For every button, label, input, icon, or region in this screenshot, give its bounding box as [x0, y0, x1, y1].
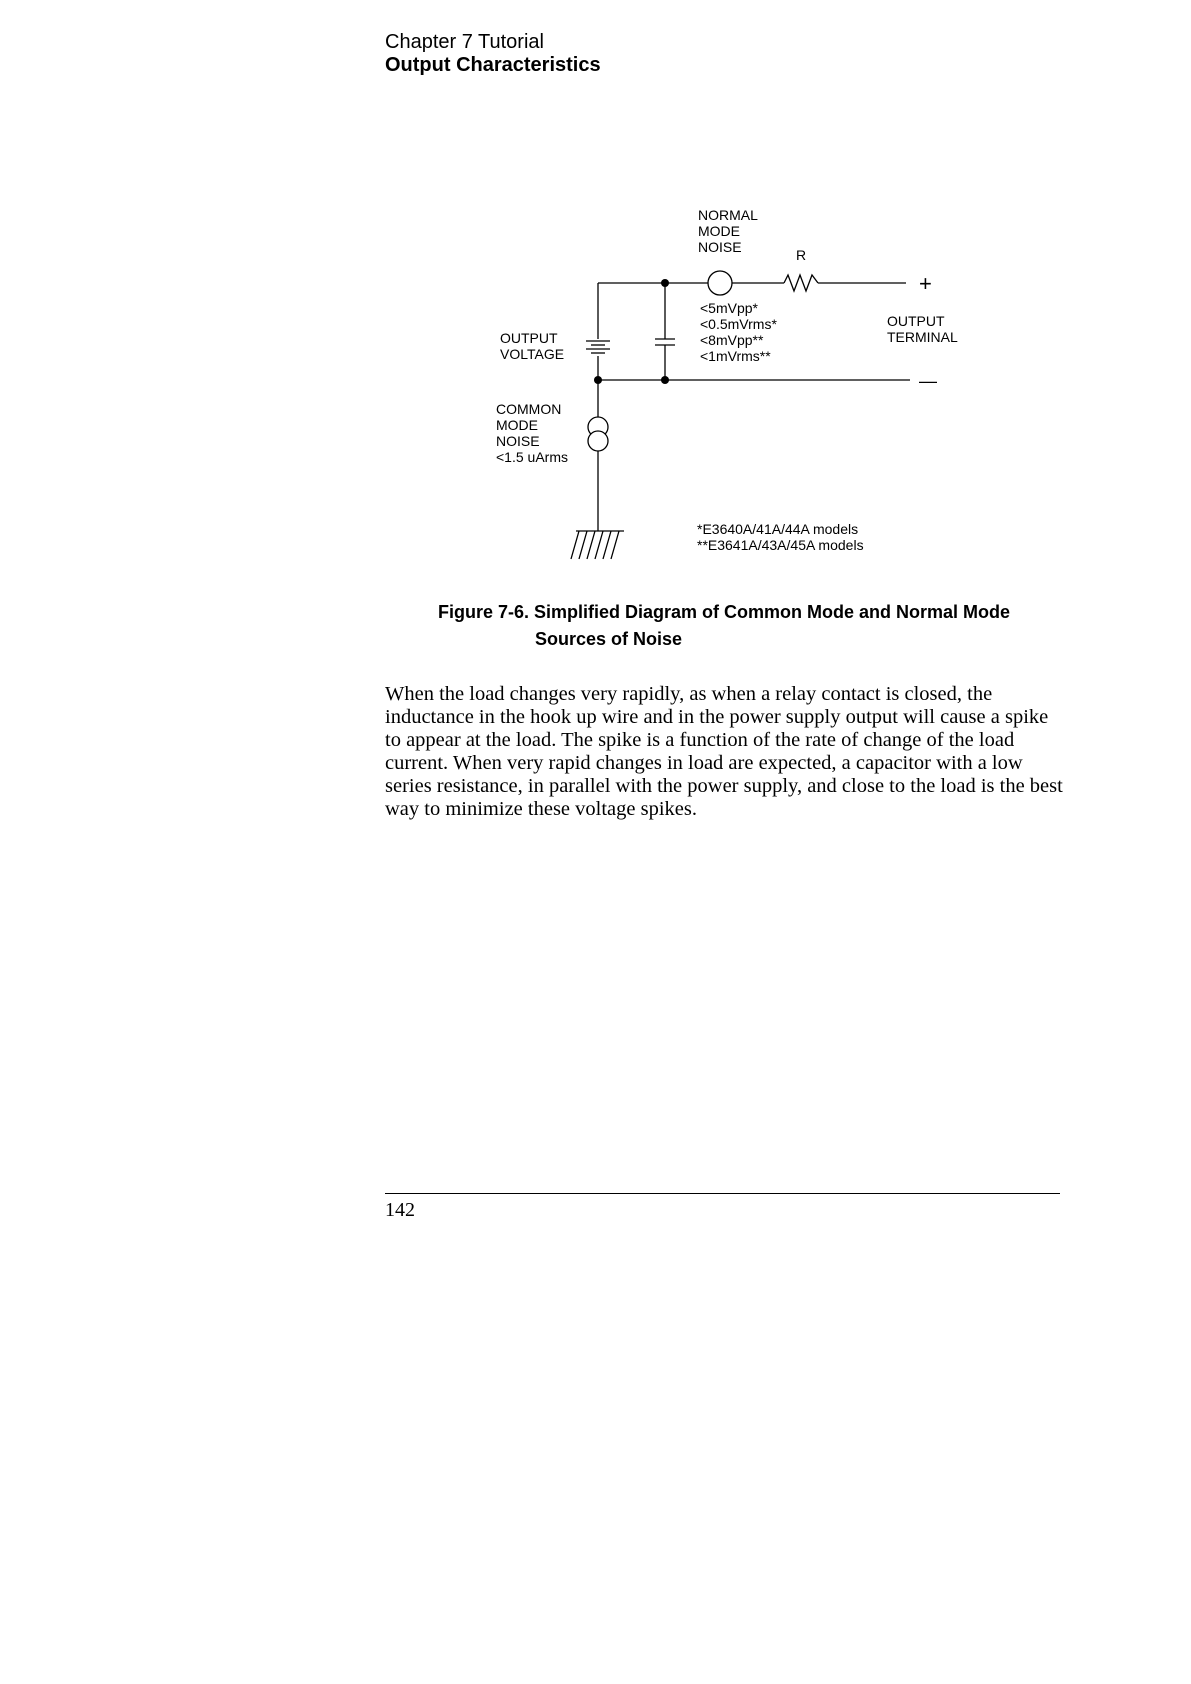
noise-circuit-diagram	[0, 0, 1191, 600]
common-mode-source-lower-icon	[588, 431, 608, 451]
normal-mode-spec-3: <8mVpp**	[700, 332, 764, 348]
figure-caption: Figure 7-6. Simplified Diagram of Common Mode and Normal Mode	[438, 602, 1011, 622]
minus-terminal-sign: —	[919, 371, 937, 391]
normal-mode-spec-1: <5mVpp*	[700, 300, 758, 316]
output-voltage-label-2: VOLTAGE	[500, 346, 565, 362]
normal-mode-label-2: MODE	[698, 223, 740, 239]
common-mode-label-4: <1.5 uArms	[496, 449, 568, 465]
page-number: 142	[385, 1199, 415, 1221]
normal-mode-label-1: NORMAL	[698, 207, 758, 223]
model-note-1: *E3640A/41A/44A models	[697, 521, 859, 537]
resistor-label: R	[796, 247, 807, 263]
junction-dot-top	[661, 279, 669, 287]
body-paragraph: When the load changes very rapidly, as when a relay contact is closed, the inductance in the hook up wire and in the power supply output will cause a spike to appear at the load. The spike is a function of the rate of change of the load current. When very rapid changes in load are expected, a capacitor with a low series resistance, in parallel with the power supply, and close to the load is the best way to minimize these voltage spikes.	[385, 683, 1063, 820]
section-heading: Output Characteristics	[385, 54, 601, 76]
common-mode-label-1: COMMON	[496, 401, 562, 417]
normal-mode-spec-4: <1mVrms**	[700, 348, 771, 364]
output-terminal-label-2: TERMINAL	[887, 329, 958, 345]
normal-mode-label-3: NOISE	[698, 239, 742, 255]
ground-hatch	[571, 531, 619, 559]
model-note-2: **E3641A/43A/45A models	[697, 537, 864, 553]
plus-terminal-sign: +	[919, 271, 932, 296]
junction-dot-bottom-left	[594, 376, 602, 384]
footer-divider	[385, 1193, 1060, 1194]
junction-dot-bottom-mid	[661, 376, 669, 384]
output-voltage-label-1: OUTPUT	[500, 330, 558, 346]
figure-caption-continued: Sources of Noise	[535, 629, 683, 649]
output-terminal-label-1: OUTPUT	[887, 313, 945, 329]
common-mode-label-2: MODE	[496, 417, 538, 433]
chapter-heading: Chapter 7 Tutorial	[385, 31, 544, 53]
common-mode-label-3: NOISE	[496, 433, 540, 449]
normal-mode-source-icon	[708, 271, 732, 295]
normal-mode-spec-2: <0.5mVrms*	[700, 316, 777, 332]
resistor-zigzag	[784, 275, 818, 291]
